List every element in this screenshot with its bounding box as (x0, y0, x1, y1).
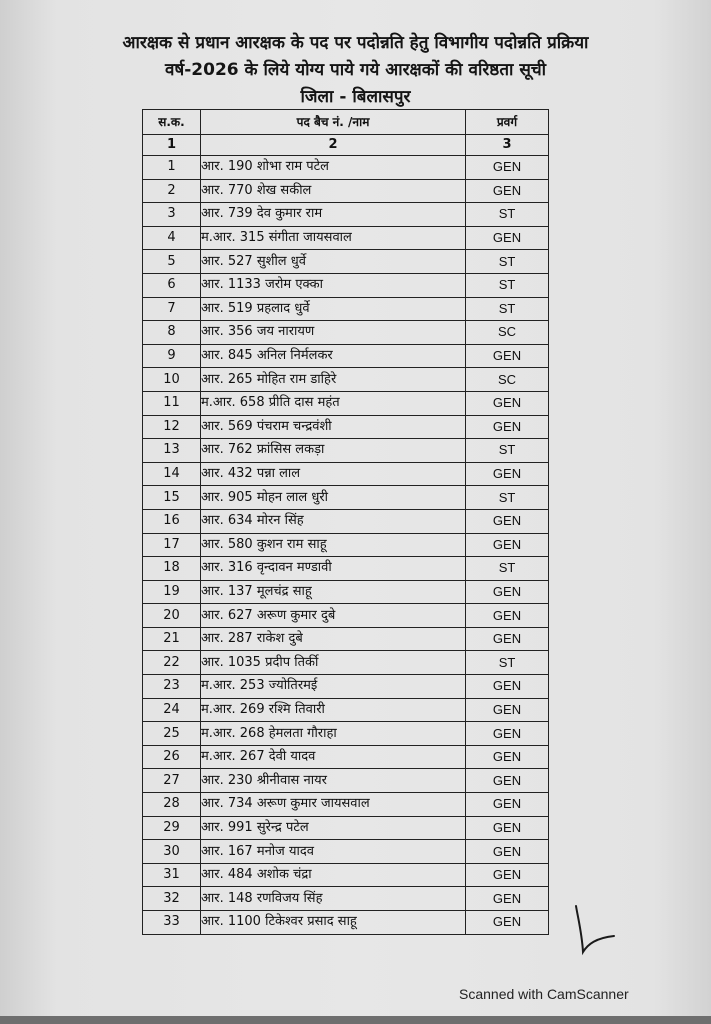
header-category: प्रवर्ग (466, 110, 549, 135)
table-row (143, 368, 549, 392)
table-row (143, 179, 549, 203)
name-cell: आर. 905 मोहन लाल धुरी (201, 486, 466, 510)
category-cell: GEN (466, 226, 549, 250)
table-row (143, 698, 549, 722)
table-row (143, 415, 549, 439)
name-cell: आर. 519 प्रहलाद धुर्वे (201, 297, 466, 321)
category-cell: ST (466, 203, 549, 227)
name-cell: आर. 167 मनोज यादव (201, 840, 466, 864)
header-batch-name: पद बैच नं. /नाम (201, 110, 466, 135)
serial-cell: 19 (143, 580, 201, 604)
table-row (143, 344, 549, 368)
category-cell: GEN (466, 391, 549, 415)
district-heading: जिला - बिलासपुर (300, 87, 411, 107)
table-row (143, 863, 549, 887)
serial-cell: 11 (143, 391, 201, 415)
table-row (143, 722, 549, 746)
name-cell: म.आर. 658 प्रीति दास महंत (201, 391, 466, 415)
category-cell: ST (466, 486, 549, 510)
category-cell: ST (466, 439, 549, 463)
category-cell: ST (466, 273, 549, 297)
name-cell: आर. 580 कुशन राम साहू (201, 533, 466, 557)
name-cell: आर. 739 देव कुमार राम (201, 203, 466, 227)
serial-cell: 29 (143, 816, 201, 840)
column-number-3: 3 (466, 135, 549, 156)
name-cell: आर. 1035 प्रदीप तिर्की (201, 651, 466, 675)
name-cell: आर. 356 जय नारायण (201, 321, 466, 345)
header-serial: स.क. (143, 110, 201, 135)
table-row (143, 250, 549, 274)
serial-cell: 32 (143, 887, 201, 911)
serial-cell: 22 (143, 651, 201, 675)
name-cell: आर. 527 सुशील धुर्वे (201, 250, 466, 274)
table-row (143, 911, 549, 935)
serial-cell: 16 (143, 509, 201, 533)
serial-cell: 12 (143, 415, 201, 439)
category-cell: ST (466, 557, 549, 581)
name-cell: आर. 734 अरूण कुमार जायसवाल (201, 793, 466, 817)
serial-cell: 10 (143, 368, 201, 392)
category-cell: GEN (466, 840, 549, 864)
scan-bottom-edge (0, 1016, 711, 1024)
serial-cell: 31 (143, 863, 201, 887)
category-cell: GEN (466, 769, 549, 793)
category-cell: GEN (466, 344, 549, 368)
table-row (143, 509, 549, 533)
name-cell: आर. 1133 जरोम एक्का (201, 273, 466, 297)
category-cell: GEN (466, 793, 549, 817)
serial-cell: 14 (143, 462, 201, 486)
serial-cell: 27 (143, 769, 201, 793)
serial-cell: 17 (143, 533, 201, 557)
column-number-2: 2 (201, 135, 466, 156)
name-cell: आर. 634 मोरन सिंह (201, 509, 466, 533)
category-cell: GEN (466, 462, 549, 486)
table-row (143, 745, 549, 769)
category-cell: GEN (466, 863, 549, 887)
table-row (143, 675, 549, 699)
category-cell: GEN (466, 887, 549, 911)
serial-cell: 9 (143, 344, 201, 368)
name-cell: आर. 432 पन्ना लाल (201, 462, 466, 486)
serial-cell: 8 (143, 321, 201, 345)
category-cell: SC (466, 368, 549, 392)
table-row (143, 887, 549, 911)
table-row (143, 557, 549, 581)
table-row (143, 793, 549, 817)
category-cell: GEN (466, 604, 549, 628)
name-cell: आर. 569 पंचराम चन्द्रवंशी (201, 415, 466, 439)
category-cell: GEN (466, 745, 549, 769)
table-row (143, 321, 549, 345)
serial-cell: 28 (143, 793, 201, 817)
serial-cell: 7 (143, 297, 201, 321)
table-row (143, 439, 549, 463)
name-cell: आर. 845 अनिल निर्मलकर (201, 344, 466, 368)
serial-cell: 23 (143, 675, 201, 699)
serial-cell: 1 (143, 156, 201, 180)
document-title-line-2: वर्ष-2026 के लिये योग्य पाये गये आरक्षकों की वरिष्ठता सूची (164, 60, 547, 80)
serial-cell: 30 (143, 840, 201, 864)
category-cell: GEN (466, 156, 549, 180)
category-cell: GEN (466, 580, 549, 604)
category-cell: GEN (466, 675, 549, 699)
name-cell: आर. 770 शेख सकील (201, 179, 466, 203)
name-cell: आर. 316 वृन्दावन मण्डावी (201, 557, 466, 581)
name-cell: आर. 265 मोहित राम डाहिरे (201, 368, 466, 392)
table-row (143, 391, 549, 415)
category-cell: ST (466, 250, 549, 274)
table-row (143, 627, 549, 651)
table-body (143, 156, 549, 935)
table-row (143, 203, 549, 227)
name-cell: आर. 627 अरूण कुमार दुबे (201, 604, 466, 628)
serial-cell: 6 (143, 273, 201, 297)
serial-cell: 26 (143, 745, 201, 769)
category-cell: GEN (466, 816, 549, 840)
table-row (143, 580, 549, 604)
table-row (143, 816, 549, 840)
name-cell: आर. 991 सुरेन्द्र पटेल (201, 816, 466, 840)
category-cell: GEN (466, 415, 549, 439)
name-cell: म.आर. 253 ज्योतिरमई (201, 675, 466, 699)
category-cell: GEN (466, 533, 549, 557)
name-cell: आर. 137 मूलचंद्र साहू (201, 580, 466, 604)
serial-cell: 2 (143, 179, 201, 203)
serial-cell: 3 (143, 203, 201, 227)
category-cell: SC (466, 321, 549, 345)
name-cell: म.आर. 268 हेमलता गौराहा (201, 722, 466, 746)
category-cell: GEN (466, 722, 549, 746)
name-cell: आर. 148 रणविजय सिंह (201, 887, 466, 911)
name-cell: आर. 190 शोभा राम पटेल (201, 156, 466, 180)
table-row (143, 769, 549, 793)
category-cell: GEN (466, 179, 549, 203)
name-cell: आर. 762 फ्रांसिस लकड़ा (201, 439, 466, 463)
seniority-list-table (142, 109, 549, 935)
name-cell: आर. 484 अशोक चंद्रा (201, 863, 466, 887)
category-cell: ST (466, 651, 549, 675)
name-cell: म.आर. 315 संगीता जायसवाल (201, 226, 466, 250)
name-cell: म.आर. 267 देवी यादव (201, 745, 466, 769)
serial-cell: 21 (143, 627, 201, 651)
table-header-row (143, 110, 549, 135)
serial-cell: 4 (143, 226, 201, 250)
name-cell: आर. 230 श्रीनीवास नायर (201, 769, 466, 793)
table-row (143, 462, 549, 486)
table-row (143, 226, 549, 250)
serial-cell: 20 (143, 604, 201, 628)
serial-cell: 25 (143, 722, 201, 746)
table-row (143, 533, 549, 557)
table-row (143, 156, 549, 180)
name-cell: आर. 287 राकेश दुबे (201, 627, 466, 651)
name-cell: म.आर. 269 रश्मि तिवारी (201, 698, 466, 722)
category-cell: GEN (466, 911, 549, 935)
category-cell: GEN (466, 509, 549, 533)
table-row (143, 273, 549, 297)
table-row (143, 840, 549, 864)
serial-cell: 5 (143, 250, 201, 274)
serial-cell: 33 (143, 911, 201, 935)
category-cell: GEN (466, 627, 549, 651)
serial-cell: 13 (143, 439, 201, 463)
table-row (143, 486, 549, 510)
table-row (143, 604, 549, 628)
serial-cell: 15 (143, 486, 201, 510)
column-number-1: 1 (143, 135, 201, 156)
scanner-watermark: Scanned with CamScanner (459, 986, 629, 1002)
table-row (143, 297, 549, 321)
category-cell: ST (466, 297, 549, 321)
serial-cell: 24 (143, 698, 201, 722)
serial-cell: 18 (143, 557, 201, 581)
table-row (143, 651, 549, 675)
category-cell: GEN (466, 698, 549, 722)
document-title-line-1: आरक्षक से प्रधान आरक्षक के पद पर पदोन्नति हेतु विभागीय पदोन्नति प्रक्रिया (122, 33, 589, 53)
column-number-row (143, 135, 549, 156)
signature-mark (568, 904, 618, 956)
name-cell: आर. 1100 टिकेश्वर प्रसाद साहू (201, 911, 466, 935)
